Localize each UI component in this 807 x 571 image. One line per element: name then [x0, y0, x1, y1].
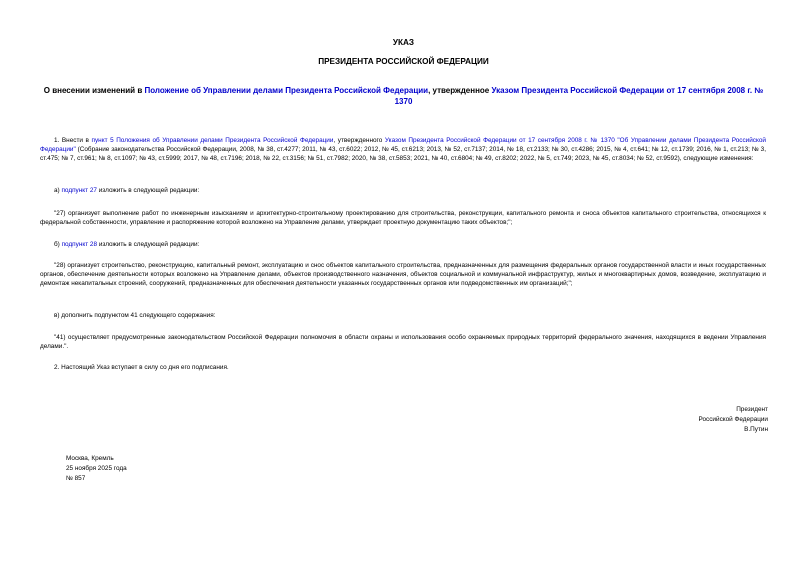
- p1-text-1: 1. Внести в: [54, 137, 92, 144]
- pb-text-2: изложить в следующей редакции:: [97, 241, 200, 248]
- document-subject: [40, 85, 767, 107]
- signature-country: Российской Федерации: [698, 416, 768, 423]
- p1-decree-link[interactable]: Указом Президента Российской Федерации от 17 сентября 2008 г. № 1370 "Об Управлении делами Президента Российской Федерации": [40, 137, 766, 153]
- paragraph-2: 2. Настоящий Указ вступает в силу со дня его подписания.: [54, 364, 229, 371]
- p1-text-3: (Собрание законодательства Российской Федерации, 2008, № 38, ст.4277; 2011, № 43, ст.6022; 2012, № 45, ст.6213; 2013, № 52, ст.7137; 2014, № 18, ст.2133; № 30, ст.4286; 2015, № 4, ст.641; № 12, ст.1739; 2016, № 1, ст.213; № 3, ст.475; № 7, ст.961; № 8, ст.1097; № 43, ст.5999; 2017, № 48, ст.7196; 2018, № 22, ст.3156; № 51, ст.7982; 2020, № 38, ст.5853; 2021, № 40, ст.6804; № 49, ст.8202; 2022, № 5, ст.749; 2023, № 45, ст.8034; № 52, ст.9592), следующие изменения:: [40, 146, 766, 162]
- pb-text-1: б): [54, 241, 62, 248]
- subitem-28-link[interactable]: подпункт 28: [61, 241, 98, 248]
- pa-text-1: а): [54, 187, 62, 194]
- place-date: 25 ноября 2025 года: [66, 465, 127, 472]
- quote-27: "27) организует выполнение работ по инженерным изысканиям и архитектурно-строительному проектированию для строительства, реконструкции, капитального ремонта и сноса объектов капитального строительства, относящихся к федеральной собственности, управление и распоряжение которой возложено на Управление делами, утверждает проектную документацию таких объектов;";: [40, 210, 766, 226]
- paragraph-b: [40, 240, 766, 249]
- doc-type-heading: УКАЗ: [392, 38, 415, 47]
- decree-link[interactable]: Указом Президента Российской Федерации от 17 сентября 2008 г. № 1370: [394, 86, 764, 106]
- subject-text-1: О внесении изменений в: [43, 86, 145, 95]
- paragraph-v: в) дополнить подпунктом 41 следующего содержания:: [54, 312, 216, 319]
- paragraph-1: [40, 136, 766, 163]
- document-number: № 857: [66, 475, 86, 482]
- place-date-block: [66, 454, 127, 484]
- signature-name: В.Путин: [744, 426, 768, 433]
- signature-title: Президент: [736, 406, 768, 413]
- p1-text-2: , утвержденного: [333, 137, 385, 144]
- issuer-heading: ПРЕЗИДЕНТА РОССИЙСКОЙ ФЕДЕРАЦИИ: [318, 57, 489, 66]
- signature-block: [699, 405, 769, 435]
- pa-text-2: изложить в следующей редакции:: [96, 187, 200, 194]
- place-city: Москва, Кремль: [66, 455, 114, 462]
- regulation-link[interactable]: Положение об Управлении делами Президента Российской Федерации: [144, 86, 429, 95]
- quote-28: "28) организует строительство, реконструкцию, капитальный ремонт, эксплуатацию и снос объектов капитального строительства, предназначенных для размещения федеральных органов государственной власти и иных государственных органов, обеспечение деятельности которых возложено на Управление делами, объектов производственного назначения, объектов социальной и коммунальной инфраструктур, жилых и многоквартирных домов, возведение, эксплуатацию и демонтаж некапитальных строений, сооружений, предназначенных для обеспечения деятельности указанных государственных органов или подведомственных им организаций;";: [40, 262, 766, 287]
- p1-item-link[interactable]: пункт 5 Положения об Управлении делами Президента Российской Федерации: [91, 137, 334, 144]
- paragraph-a: [40, 186, 766, 195]
- quote-41: "41) осуществляет предусмотренные законодательством Российской Федерации полномочия в области охраны и использования особо охраняемых природных территорий федерального значения, находящихся в ведении Управления делами.".: [40, 334, 766, 350]
- subitem-27-link[interactable]: подпункт 27: [61, 187, 97, 194]
- subject-text-2: , утвержденное: [428, 86, 492, 95]
